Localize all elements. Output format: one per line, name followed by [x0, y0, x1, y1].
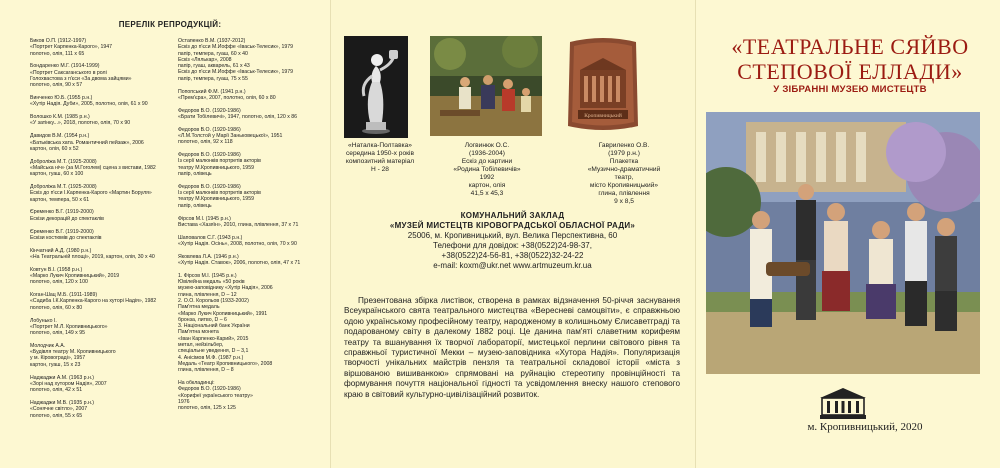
reproduction-line: «Хутір Надія. Дуби», 2005, полотно, олія, 61 х 90 — [30, 101, 148, 108]
caption-line: Логвинюк О.С. — [464, 142, 510, 149]
reproduction-line: Наджаджи А.М. (1963 р.н.) — [30, 374, 95, 381]
reproduction-line: 1. Фірсов М.І. (1945 р.н.) — [178, 272, 237, 279]
reproduction-line: музею-заповіднику «Хутір Надія», 2006 — [178, 285, 273, 292]
sculpture-image — [344, 36, 408, 138]
reproduction-line: Попопський Ф.М. (1941 р.н.) — [178, 88, 246, 95]
reproduction-line: Кінчатний А.Д. (1980 р.н.) — [30, 247, 92, 254]
reproduction-line: «Хутір Надія. Ставок», 2006, полотно, олія, 47 х 71 — [178, 260, 301, 267]
reproduction-line: «Портрет Карпенка-Карого», 1947 — [30, 44, 113, 51]
reproduction-line: полотно, олія, 90 х 57 — [30, 82, 83, 89]
reproduction-line: бронза, литво, D – 6 — [178, 316, 227, 323]
reproduction-line: папір, олівець — [178, 171, 212, 178]
institution-address: 25006, м. Кропивницький, вул. Велика Перспективна, 60 — [407, 231, 618, 240]
reproduction-entry — [30, 267, 170, 286]
intro-text: Презентована збірка листівок, створена в рамках відзначення 50-річчя заснування Всеукраїнського свята театрального мистецтва «Вересневі самоцвіти», є справжньою одою українському професійному театру, народженому в колишньому Єлисаветграді та подарованому світу в далекому 1882 році. Це данина пам'яті славетним корифеям театру та вшанування їх творчої лабораторії, мистецької перлини світового рівня та справжньої туристичної Мекки – музею-заповідника «Хутора Надія». Популяризація творчості унікальних майстрів пензля та театральної складової історії «міста з віршованою вишиванкою» спрямовані на руйнацію стереотипу провінційності та формування почуття національної гідності та усвідомлення внеску нашого степового краю в світовий культурно-цивілізаційний розвиток. — [344, 296, 680, 399]
reproduction-line: 1976 — [178, 398, 190, 405]
reproduction-entry — [30, 375, 170, 394]
reproduction-line: «Майська ніч» (за М.Гоголем) сцена з вистави, 1982 — [30, 164, 156, 171]
museum-building-icon — [818, 386, 868, 420]
reproduction-line: Фірсов М.І. (1945 р.н.) — [178, 215, 231, 222]
reproduction-entry — [30, 400, 170, 419]
reproduction-line: Биков О.П. (1912-1997) — [30, 38, 87, 44]
reproduction-entry — [178, 235, 328, 248]
reproduction-line: Винченко Ю.Б. (1955 р.н.) — [30, 95, 93, 102]
reproduction-entry — [178, 380, 328, 411]
reproduction-line: «Прем'єра», 2007, полотно, олія, 60 х 80 — [178, 94, 276, 101]
caption-line: картон, олія — [468, 182, 506, 189]
institution-phones: Телефони для довідок: +38(0522)24-98-37, — [433, 241, 592, 250]
reproduction-line: Ескізи декорацій до спектаклів — [30, 215, 104, 222]
reproduction-line: Молодчик А.А. — [30, 342, 66, 349]
reproduction-line: Волошко К.М. (1985 р.н.) — [30, 114, 90, 121]
reproduction-line: 4. Анісімов М.Ф. (1987 р.н.) — [178, 354, 244, 361]
reproduction-entry — [178, 127, 328, 146]
reproduction-line: у м. Кіровограді», 1957 — [30, 355, 86, 362]
caption-line: «Музично-драматичний — [587, 166, 661, 173]
reproduction-line: картон, гуаш, 60 х 100 — [30, 171, 84, 178]
reproduction-line: «Зорі над хутором Надія», 2007 — [30, 380, 107, 387]
reproduction-line: «Л.М.Толстой у Марії Заньковецької», 1951 — [178, 133, 283, 140]
reproduction-line: Федоров В.О. (1920-1986) — [178, 107, 241, 114]
caption-line: «Родина Тобілевичів» — [453, 166, 521, 173]
reproduction-line: картон, гуаш, 15 х 23 — [30, 361, 81, 368]
reproduction-line: «Портрет Саксаганського в ролі — [30, 69, 107, 76]
reproduction-entry — [30, 63, 170, 88]
reproduction-line: полотно, олія, 55 х 65 — [30, 412, 83, 419]
reproduction-line: папір, гуаш, акварель, 61 х 43 — [178, 63, 250, 70]
reproduction-line: Федоров В.О. (1920-1986) — [178, 386, 241, 393]
reproduction-entry — [30, 159, 170, 178]
reproductions-title: ПЕРЕЛІК РЕПРОДУКЦІЙ: — [118, 20, 222, 29]
reproduction-line: Єременко В.Г. (1919-2000) — [30, 228, 94, 235]
reproduction-line: полотно, олія, 149 х 95 — [30, 330, 85, 337]
reproduction-entry — [30, 248, 170, 261]
reproduction-entry — [178, 273, 328, 374]
reproduction-line: «Хутір Надія. Осінь», 2008, полотно, олія, 70 х 90 — [178, 240, 297, 247]
institution-type: КОМУНАЛЬНИЙ ЗАКЛАД — [460, 211, 565, 220]
reproduction-line: «Іван Карпенко-Карий», 2015 — [178, 335, 249, 342]
reproduction-line: картон, темпера, 50 х 61 — [30, 196, 90, 203]
caption-line: Ескіз до картини — [461, 158, 513, 165]
reproduction-line: «Садиба І.К.Карпенка-Карого на хуторі Надія», 1982 — [30, 298, 157, 305]
reproduction-line: «У затінку...», 2018, полотно, олія, 70 х 90 — [30, 120, 131, 127]
reproduction-entry — [178, 89, 328, 102]
reproduction-line: глина, плівлення, D – 8 — [178, 367, 234, 374]
reproduction-line: Ескіз до п'єси І.Карпенка-Карого «Мартин Боруля» — [30, 190, 152, 197]
cover-painting — [706, 112, 980, 374]
reproduction-entry — [30, 184, 170, 203]
reproduction-entry — [30, 114, 170, 127]
plaque-label: Кропивницький — [584, 113, 622, 119]
reproduction-entry — [30, 133, 170, 152]
reproduction-line: Доброліжа М.Т. (1925-2008) — [30, 158, 97, 165]
reproduction-line: «Портрет М.Л. Кропивницького» — [30, 323, 108, 330]
reproduction-line: Федоров В.О. (1920-1986) — [178, 152, 241, 159]
reproduction-line: Лобунько І. — [30, 317, 57, 324]
reproduction-line: Ескізи костюмів до спектаклів — [30, 234, 102, 241]
reproduction-line: полотно, олія, 42 х 51 — [30, 387, 83, 394]
reproduction-entry — [178, 216, 328, 229]
reproduction-line: Давидов В.М. (1954 р.н.) — [30, 133, 90, 140]
reproduction-line: Ковтун В.І. (1958 р.н.) — [30, 266, 83, 273]
caption-line: 41,5 х 45,3 — [470, 190, 504, 197]
reproduction-line: Шаповалов С.Г. (1943 р.н.) — [178, 234, 243, 241]
reproduction-line: «Марко Лукич Кропивницький», 1991 — [178, 310, 268, 317]
reproduction-line: «Батьківська хата. Романтичний пейзаж», 2006 — [30, 139, 144, 146]
reproduction-line: Медаль «Театр Кропивницького», 2008 — [178, 360, 273, 367]
reproduction-line: картон, олія, 60 х 52 — [30, 145, 79, 152]
reproduction-entry — [30, 229, 170, 242]
plaque-caption — [564, 142, 684, 206]
reproduction-line: папір, темпера, гуаш, 60 х 40 — [178, 50, 248, 57]
reproduction-entry — [178, 184, 328, 209]
reproduction-line: папір, олівець — [178, 202, 212, 209]
reproduction-line: Пам'ятна медаль — [178, 304, 220, 311]
caption-line: 1992 — [479, 174, 495, 181]
reproduction-line: Єременко В.Г. (1919-2000) — [30, 209, 94, 216]
reproduction-line: театру М.Кропивницького, 1959 — [178, 196, 254, 203]
institution-web: e-mail: koxm@ukr.net www.artmuzeum.kr.ua — [433, 261, 592, 270]
reproduction-line: Коган-Шац М.Б. (1911-1989) — [30, 292, 98, 299]
caption-line: місто Кропивницький» — [589, 182, 659, 189]
institution-name: «МУЗЕЙ МИСТЕЦТВ КІРОВОГРАДСЬКОЇ ОБЛАСНОЇ РАДИ» — [389, 221, 636, 230]
reproduction-entry — [30, 38, 170, 57]
caption-line: Гавриленко О.В. — [598, 142, 650, 149]
reproductions-list-right — [178, 38, 328, 418]
reproduction-line: Наджаджи М.В. (1935 р.н.) — [30, 399, 95, 406]
institution-phones-2: +38(0522)24-56-81, +38(0522)32-24-22 — [441, 251, 584, 260]
caption-line: глина, плівлення — [598, 190, 650, 197]
reproduction-line: Із серії малюнків портретів акторів — [178, 158, 261, 165]
reproduction-line: «На Театральній площі», 2019, картон, олія, 30 х 40 — [30, 253, 155, 260]
reproduction-line: «Марко Лукич Кропивницький», 2019 — [30, 273, 120, 280]
reproduction-entry — [30, 343, 170, 368]
cover-title-line1: «ТЕАТРАЛЬНЕ СЯЙВО — [731, 34, 969, 59]
reproduction-line: Із серії малюнків портретів акторів — [178, 190, 261, 197]
reproduction-line: «Корифеї українського театру» — [178, 392, 253, 399]
caption-line: Н - 28 — [371, 166, 389, 173]
cover-title-line2: СТЕПОВОЇ ЕЛЛАДИ» — [737, 59, 963, 84]
reproduction-line: Вистава «Хазяїн», 2010, глина, плівлення, 37 х 71 — [178, 221, 299, 228]
reproduction-line: 2. О.О. Корольов (1933-2002) — [178, 298, 249, 304]
reproduction-line: полотно, олія, 92 х 118 — [178, 139, 233, 146]
reproduction-entry — [30, 209, 170, 222]
reproduction-line: Федоров В.О. (1920-1986) — [178, 126, 241, 133]
reproduction-line: Ескіз «Лялькар», 2008 — [178, 56, 232, 63]
reproduction-entry — [30, 318, 170, 337]
caption-line: 9 х 8,5 — [614, 198, 634, 205]
reproduction-line: Яковлева Л.А. (1946 р.н.) — [178, 253, 239, 260]
reproduction-entry — [178, 254, 328, 267]
reproductions-list-left — [30, 38, 170, 425]
cover-title — [700, 34, 1000, 84]
reproduction-line: Ескіз до п'єси М.Иоффе «Іваськ-Телесик», 1979 — [178, 69, 293, 76]
caption-line: композитний матеріал — [345, 158, 415, 165]
reproduction-line: «Будівля театру М. Кропивницького — [30, 349, 116, 356]
fold-line-right — [695, 0, 696, 468]
reproduction-line: Ескіз до п'єси М.Иоффе «Іваськ-Телесик», 1979 — [178, 44, 293, 51]
reproduction-line: 3. Національний банк України — [178, 323, 250, 330]
reproduction-line: спеціальне уведення, D – 3,1 — [178, 348, 249, 355]
reproduction-line: папір, темпера, гуаш, 75 х 55 — [178, 75, 248, 82]
reproduction-line: На обкладинці: — [178, 380, 215, 387]
reproduction-entry — [178, 152, 328, 177]
reproduction-entry — [178, 38, 328, 82]
reproduction-entry — [178, 108, 328, 121]
reproduction-line: метал, нейзільбер, — [178, 342, 224, 349]
painting-caption — [435, 142, 539, 198]
reproduction-line: «Сонячне світло», 2007 — [30, 406, 88, 413]
reproduction-line: полотно, олія, 120 х 100 — [30, 279, 88, 286]
caption-line: Плакетка — [609, 158, 639, 165]
reproduction-entry — [30, 95, 170, 108]
reproduction-line: «Брати Тобілевичі», 1947, полотно, олія, 120 х 86 — [178, 113, 298, 120]
plaque-image — [562, 36, 644, 138]
reproduction-line: полотно, олія, 111 х 65 — [30, 50, 85, 57]
reproduction-line: полотно, олія, 60 х 80 — [30, 304, 83, 311]
caption-line: театр, — [614, 174, 634, 181]
reproduction-line: Остапенко В.М. (1937-2012) — [178, 38, 246, 44]
reproduction-line: глина, плівлення, D – 12 — [178, 291, 237, 298]
caption-line: (1936-2004) — [469, 150, 505, 157]
reproduction-line: театру М.Кропивницького, 1959 — [178, 164, 254, 171]
reproduction-line: полотно, олія, 125 х 125 — [178, 405, 236, 412]
city-year: м. Кропивницький, 2020 — [807, 421, 923, 433]
reproduction-line: Федоров В.О. (1920-1986) — [178, 183, 241, 190]
reproduction-entry — [30, 292, 170, 311]
institution-block — [330, 211, 695, 271]
caption-line: (1979 р.н.) — [608, 150, 640, 157]
cover-subtitle: У ЗІБРАННІ МУЗЕЮ МИСТЕЦТВ — [773, 84, 927, 95]
sculpture-caption — [338, 142, 422, 174]
reproduction-line: Бондаренко М.Г. (1914-1999) — [30, 63, 100, 70]
caption-line: середина 1950-х років — [345, 150, 414, 157]
painting-image — [430, 36, 542, 136]
caption-line: «Наталка-Полтавка» — [348, 142, 412, 149]
reproduction-line: Пам'ятна монета — [178, 329, 219, 336]
reproduction-line: Доброліжа М.Т. (1925-2008) — [30, 184, 97, 191]
reproduction-line: Голохвастова з п'єси «За двома зайцями» — [30, 75, 132, 82]
reproduction-line: Ювілейна медаль «50 років — [178, 279, 245, 286]
